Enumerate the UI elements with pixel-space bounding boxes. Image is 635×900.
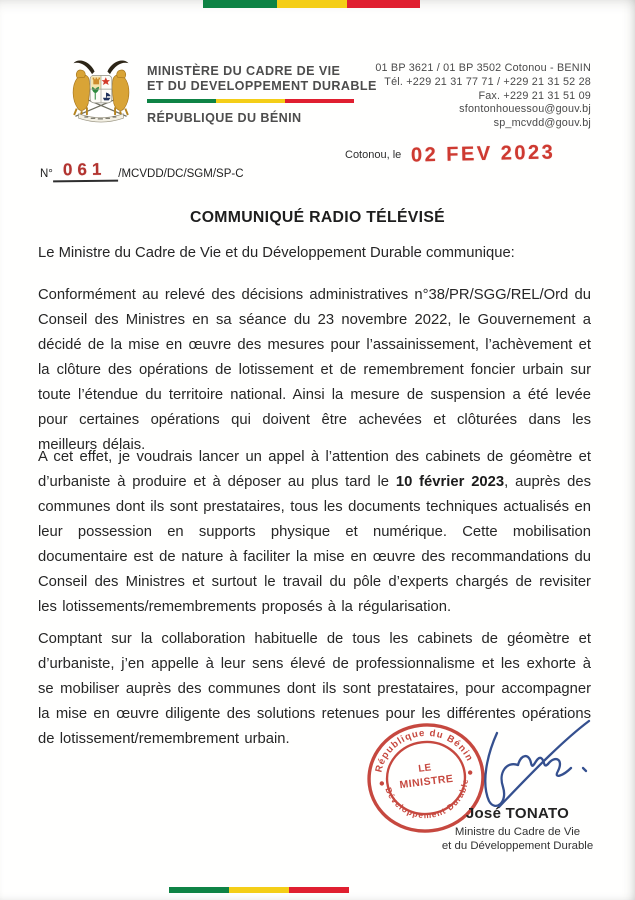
benin-coat-of-arms-icon <box>69 57 133 127</box>
contact-email-2: sp_mcvdd@gouv.bj <box>493 117 591 130</box>
ministry-name-line2: ET DU DEVELOPPEMENT DURABLE <box>147 79 377 93</box>
rule-red-segment <box>285 99 354 103</box>
date-stamp: 02 FEV 2023 <box>411 141 556 167</box>
intro-line: Le Ministre du Cadre de Vie et du Développement Durable communique: <box>38 245 515 261</box>
paragraph-2-lead: A cet effet, je voudrais lancer un appel à l’attention des cabinets de géomètre et d’urbaniste à produire et à déposer au plus tard le <box>38 449 591 490</box>
ministry-name-block <box>147 64 377 125</box>
dateline <box>345 143 556 166</box>
contact-address: 01 BP 3621 / 01 BP 3502 Cotonou - BENIN <box>375 62 591 74</box>
signatory-name: José TONATO <box>465 805 570 822</box>
contact-email-1: sfontonhouessou@gouv.bj <box>459 103 591 116</box>
flag-yellow-segment <box>277 0 347 8</box>
contact-phone: Tél. +229 21 31 77 71 / +229 21 31 52 28 <box>384 75 591 88</box>
paragraph-1: Conformément au relevé des décisions administratives n°38/PR/SGG/REL/Ord du Conseil des Ministres en sa séance du 23 novembre 2022, le Gouvernement a décidé de la mise en œuvre des mesures pour l’assainissement, l’achèvement et la clôture des opérations de lotissement et de remembrement foncier urbain sur toute l’étendue du territoire national. Ainsi la mesure de suspension a été levée pour certaines opérations qui doivent être achevées et clôturées dans les meilleurs délais. <box>38 287 591 453</box>
flag-green-segment <box>203 0 277 8</box>
flag-green-segment <box>169 887 229 893</box>
rule-yellow-segment <box>216 99 285 103</box>
tricolor-rule <box>147 99 354 103</box>
republic-label: RÉPUBLIQUE DU BÉNIN <box>147 110 302 125</box>
reference-suffix: /MCVDD/DC/SGM/SP-C <box>118 168 244 180</box>
paragraph-2-rest: , auprès des communes dont ils sont prestataires, tous les documents techniques actualisés en leur possession en supports physique et numérique. Cette mobilisation documentaire est de nature à faciliter la mise en œuvre des recommandations du Conseil des Ministres et surtout le travail du pôle d’experts chargés de revisiter les lotissements/remembrements proposés à la régularisation. <box>38 474 591 615</box>
stamp-ring-top-text: République du Bénin <box>373 727 476 774</box>
stamp-center-line2: MINISTRE <box>398 772 455 792</box>
signature-scribble-icon <box>437 711 597 819</box>
ministry-name-line1: MINISTÈRE DU CADRE DE VIE <box>147 64 341 78</box>
stamp-center-line1: LE <box>417 762 432 775</box>
signatory-title-line1: Ministre du Cadre de Vie <box>454 826 581 838</box>
contact-fax: Fax. +229 21 31 51 09 <box>478 89 591 102</box>
flag-bar-bottom <box>169 887 349 893</box>
flag-red-segment <box>347 0 420 8</box>
flag-yellow-segment <box>229 887 289 893</box>
reference-number-stamp: 061 <box>53 160 119 183</box>
reference-prefix: N° <box>40 168 53 180</box>
signatory-title-line2: et du Développement Durable <box>441 839 594 852</box>
signatory-block <box>430 805 605 853</box>
flag-bar-top <box>203 0 420 8</box>
deadline-date-bold: 10 février 2023 <box>395 474 505 490</box>
document-title: COMMUNIQUÉ RADIO TÉLÉVISÉ <box>190 209 445 226</box>
contact-info <box>375 62 591 131</box>
stamp-ring-bottom-text: Développement Durable <box>383 777 471 821</box>
rule-green-segment <box>147 99 216 103</box>
paragraph-3: Comptant sur la collaboration habituelle de tous les cabinets de géomètre et d’urbaniste, j’en appelle à leur sens élevé de professionnalisme et les exhorte à se mobiliser auprès des communes dont ils sont prestataires, pour accompagner la mise en œuvre diligente des solutions retenues pour les différentes opérations de lotissement/remembrement urbain. <box>38 631 591 747</box>
date-place-label: Cotonou, le <box>345 149 402 161</box>
reference-line <box>40 160 244 182</box>
flag-red-segment <box>289 887 349 893</box>
paragraph-2 <box>38 445 591 620</box>
